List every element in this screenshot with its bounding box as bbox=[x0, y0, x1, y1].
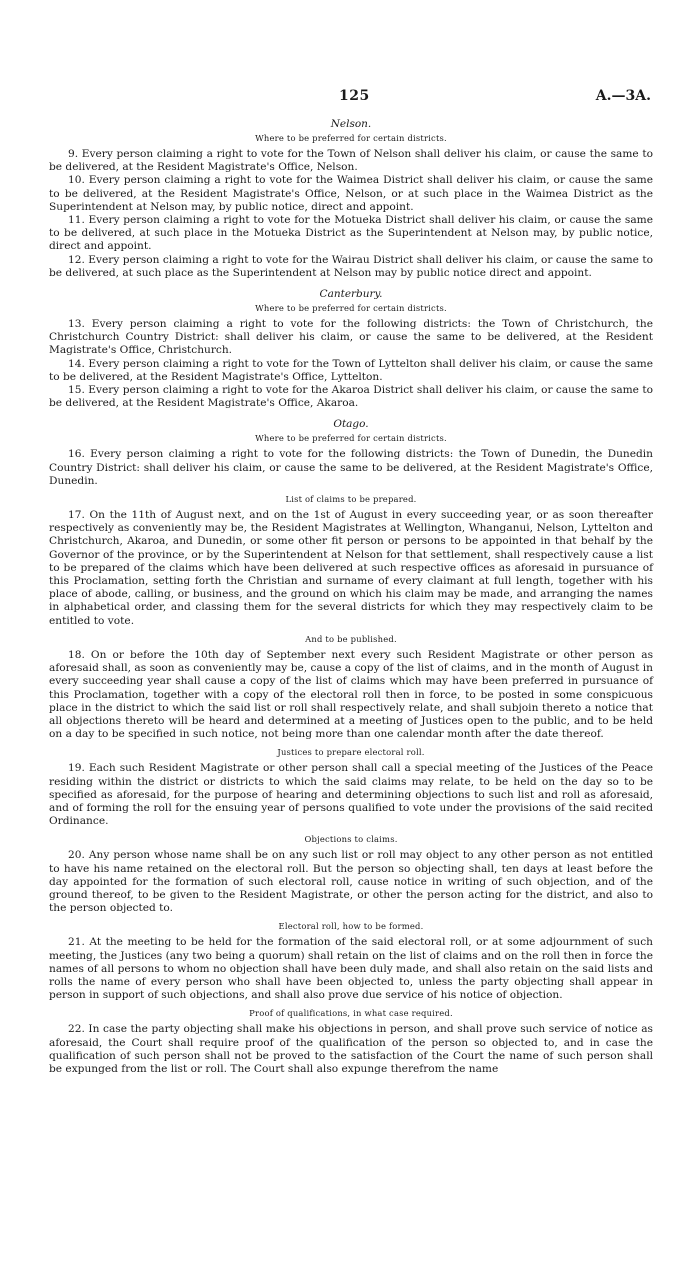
section bbox=[49, 417, 653, 492]
section bbox=[49, 746, 653, 832]
marginal-note: Justices to prepare electoral roll. bbox=[277, 747, 425, 758]
section bbox=[49, 493, 653, 632]
clause-paragraph: 9. Every person claiming a right to vote for the Town of Nelson shall deliver his claim, or cause the same to be delivered, at the Resident Magistrate's Office, Nelson. bbox=[49, 148, 653, 174]
clause-paragraph: 13. Every person claiming a right to vote for the following districts: the Town of Christchurch, the Christchurch Country District: shall deliver his claim, or cause the same to be delivered, at the Resident Magistrate's Office, Christchurch. bbox=[49, 318, 653, 357]
marginal-note: Electoral roll, how to be formed. bbox=[278, 921, 424, 932]
marginal-note: Where to be preferred for certain districts. bbox=[255, 433, 447, 444]
clause-paragraph: 22. In case the party objecting shall make his objections in person, and shall prove such service of notice as aforesaid, the Court shall require proof of the qualification of the person so objected to, and in case the qualification of such person shall not be proved to the satisfaction of the Court the name of such person shall be expunged from the list or roll. The Court shall also expunge therefrom the name bbox=[49, 1023, 653, 1075]
clause-paragraph: 14. Every person claiming a right to vote for the Town of Lyttelton shall deliver his claim, or cause the same to be delivered, at the Resident Magistrate's Office, Lyttelton. bbox=[49, 357, 653, 383]
clause-paragraph: 12. Every person claiming a right to vote for the Wairau District shall deliver his claim, or cause the same to be delivered, at such place as the Superintendent at Nelson may by public notice direct and appoint. bbox=[49, 253, 653, 279]
marginal-note: Objections to claims. bbox=[304, 834, 398, 845]
marginal-note: And to be published. bbox=[305, 633, 397, 644]
section bbox=[49, 287, 653, 414]
clause-paragraph: 15. Every person claiming a right to vote for the Akaroa District shall deliver his claim, or cause the same to be delivered, at the Resident Magistrate's Office, Akaroa. bbox=[49, 384, 653, 410]
clause-paragraph: 21. At the meeting to be held for the formation of the said electoral roll, or at some adjournment of such meeting, the Justices (any two being a quorum) shall retain on the list of claims and on the roll then in force the names of all persons to whom no objection shall have been duly made, and shall also retain on the said lists and rolls the name of every person who shall have been objected to, unless the party objecting shall appear in person in support of such objections, and shall also prove due service of his notice of objection. bbox=[49, 936, 653, 1002]
clause-paragraph: 17. On the 11th of August next, and on the 1st of August in every succeeding year, or as soon thereafter respectively as conveniently may be, the Resident Magistrates at Wellington, Whanganui, Nelson, Lyttelton and Christchurch, Akaroa, and Dunedin, or some other fit person or persons to be appointed in that behalf by the Governor of the province, or by the Superintendent at Nelson for that settlement, shall respectively cause a list to be prepared of the claims which have been delivered at such respective offices as aforesaid in pursuance of this Proclamation, setting forth the Christian and surname of every claimant at full length, together with his place of abode, calling, or business, and the ground on which his claim may be made, and arranging the names in alphabetical order, and classing them for the several districts for which they may respectively claim to be entitled to vote. bbox=[49, 509, 653, 627]
marginal-note: Where to be preferred for certain districts. bbox=[255, 303, 447, 314]
section bbox=[49, 833, 653, 919]
clause-paragraph: 19. Each such Resident Magistrate or other person shall call a special meeting of the Justices of the Peace residing within the district or districts to which the said claims may relate, to be held on the day so to be specified as aforesaid, for the purpose of hearing and determining objections to such list and roll as aforesaid, and of forming the roll for the ensuing year of persons qualified to vote under the provisions of the said recited Ordinance. bbox=[49, 762, 653, 828]
marginal-note: Proof of qualifications, in what case required. bbox=[249, 1008, 453, 1019]
section bbox=[49, 117, 653, 284]
section bbox=[49, 920, 653, 1006]
clause-paragraph: 16. Every person claiming a right to vote for the following districts: the Town of Dunedin, the Dunedin Country District: shall deliver his claim, or cause the same to be delivered, at the Resident Magistrate's Office, Dunedin. bbox=[49, 448, 653, 487]
clause-paragraph: 10. Every person claiming a right to vote for the Waimea District shall deliver his claim, or cause the same to be delivered, at the Resident Magistrate's Office, Nelson, or at such place in the Waimea District as the Superintendent at Nelson may, by public notice, direct and appoint. bbox=[49, 174, 653, 213]
clause-paragraph: 20. Any person whose name shall be on any such list or roll may object to any other person as not entitled to have his name retained on the electoral roll. But the person so objecting shall, ten days at least before the day appointed for the formation of such electoral roll, cause notice in writing of such objection, and of the ground thereof, to be given to the Resident Magistrate, or other the person acting for the district, and also to the person objected to. bbox=[49, 849, 653, 915]
clause-paragraph: 11. Every person claiming a right to vote for the Motueka District shall deliver his claim, or cause the same to be delivered, at such place in the Motueka District as the Superintendent at Nelson may, by public notice, direct and appoint. bbox=[49, 214, 653, 253]
section bbox=[49, 633, 653, 745]
document-page bbox=[49, 88, 653, 1076]
marginal-note: List of claims to be prepared. bbox=[285, 494, 417, 505]
page-header bbox=[49, 88, 653, 114]
section bbox=[49, 1007, 653, 1076]
document-reference: A.—3A. bbox=[595, 88, 651, 104]
document-body bbox=[49, 117, 653, 1076]
region-heading: Canterbury. bbox=[319, 288, 383, 301]
clause-paragraph: 18. On or before the 10th day of September next every such Resident Magistrate or other person as aforesaid shall, as soon as conveniently may be, cause a copy of the list of claims, and in the month of August in every succeeding year shall cause a copy of the list of claims which may have been preferred in pursuance of this Proclamation, together with a copy of the electoral roll then in force, to be posted in some conspicuous place in the district to which the said list or roll shall respectively relate, and shall subjoin thereto a notice that all objections thereto will be heard and determined at a meeting of Justices open to the public, and to be held on a day to be specified in such notice, not being more than one calendar month after the date thereof. bbox=[49, 648, 653, 741]
region-heading: Otago. bbox=[333, 418, 369, 431]
region-heading: Nelson. bbox=[330, 118, 372, 130]
page-number: 125 bbox=[339, 88, 370, 104]
marginal-note: Where to be preferred for certain districts. bbox=[255, 133, 447, 143]
